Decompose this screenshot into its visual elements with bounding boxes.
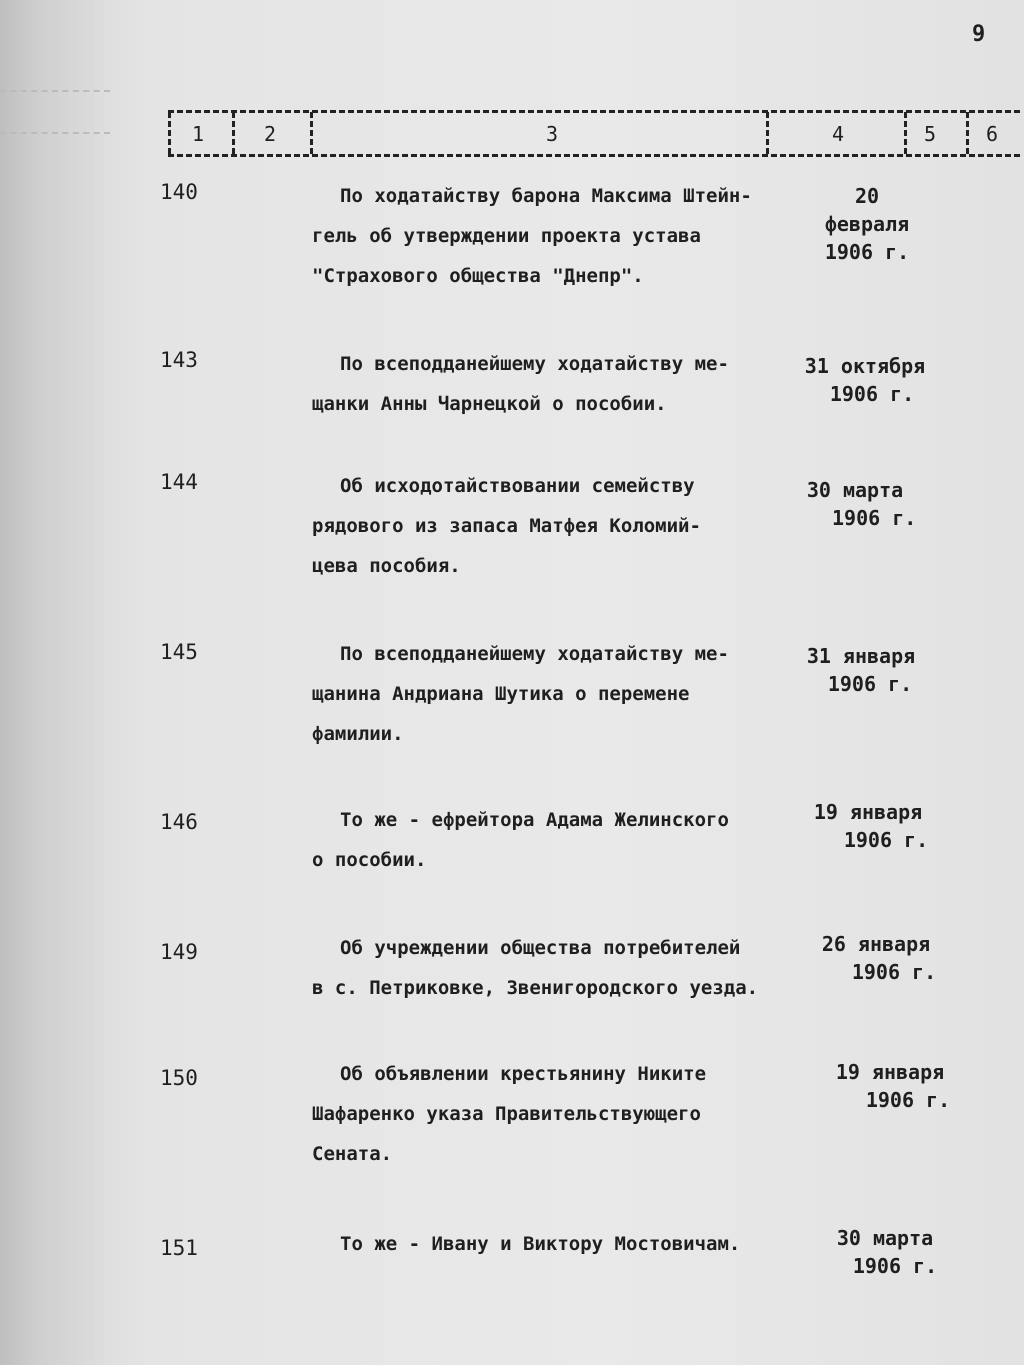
row-description <box>312 800 812 880</box>
row-date-line: 31 января <box>806 644 916 668</box>
row-description-line: По ходатайству барона Максима Штейн- <box>340 185 752 207</box>
header-divider <box>232 112 235 154</box>
row-date-line: 31 октября <box>804 354 926 378</box>
row-description-line: "Страхового общества "Днепр". <box>312 265 644 287</box>
row-description-line: щанина Андриана Шутика о перемене <box>312 683 690 705</box>
row-description-line: фамилии. <box>312 723 404 745</box>
page-edge-shadow <box>0 0 150 1365</box>
row-description-line: о пособии. <box>312 849 427 871</box>
row-date-line: 1906 г. <box>865 1088 951 1112</box>
row-date <box>800 642 922 698</box>
header-col-2: 2 <box>264 122 277 146</box>
row-number: 151 <box>160 1236 198 1260</box>
header-bottom-rule <box>168 154 1020 157</box>
row-description-line: цева пособия. <box>312 555 461 577</box>
row-date-line: 1906 г. <box>851 960 937 984</box>
row-description <box>312 344 812 424</box>
row-number: 146 <box>160 810 198 834</box>
row-description-line: То же - Ивану и Виктору Мостовичам. <box>340 1233 741 1255</box>
header-divider <box>766 112 769 154</box>
header-col-3: 3 <box>546 122 559 146</box>
header-col-4: 4 <box>832 122 845 146</box>
row-date <box>828 1224 942 1280</box>
header-top-rule <box>168 110 1020 113</box>
row-description-line: По всеподданейшему ходатайству ме- <box>340 643 729 665</box>
row-description <box>312 176 812 296</box>
row-description <box>312 1054 812 1174</box>
row-description-line: Шафаренко указа Правительствующего <box>312 1103 701 1125</box>
row-date-line: 30 марта <box>806 478 904 502</box>
row-date <box>828 1058 952 1114</box>
row-date <box>806 798 930 854</box>
row-description-line: рядового из запаса Матфея Коломий- <box>312 515 701 537</box>
header-divider <box>168 112 171 154</box>
header-divider <box>904 112 907 154</box>
row-description-line: По всеподданейшему ходатайству ме- <box>340 353 729 375</box>
page-number: 9 <box>972 22 986 47</box>
row-number: 145 <box>160 640 198 664</box>
row-date <box>812 182 922 266</box>
row-date-line: 1906 г. <box>843 828 929 852</box>
header-divider <box>310 112 313 154</box>
row-date-line: 1906 г. <box>829 382 915 406</box>
row-date-line: 1906 г. <box>824 240 910 264</box>
row-description-line: То же - ефрейтора Адама Желинского <box>340 809 729 831</box>
header-divider <box>966 112 969 154</box>
row-number: 144 <box>160 470 198 494</box>
row-description-line: Сената. <box>312 1143 393 1165</box>
row-date <box>798 352 932 408</box>
header-col-1: 1 <box>192 122 205 146</box>
row-date-line: 30 марта <box>836 1226 934 1250</box>
row-description <box>312 466 812 586</box>
row-number: 140 <box>160 180 198 204</box>
row-date-line: 26 января <box>821 932 931 956</box>
row-date <box>798 476 917 532</box>
row-number: 143 <box>160 348 198 372</box>
row-description-line: гель об утверждении проекта устава <box>312 225 701 247</box>
row-date-line: 1906 г. <box>852 1254 938 1278</box>
row-date <box>814 930 938 986</box>
row-description-line: щанки Анны Чарнецкой о пособии. <box>312 393 667 415</box>
row-description <box>312 634 812 754</box>
faint-bleed-through-ruling <box>0 90 110 134</box>
row-number: 150 <box>160 1066 198 1090</box>
row-description-line: Об учреждении общества потребителей <box>340 937 741 959</box>
row-date-line: 19 января <box>813 800 923 824</box>
row-date-line: 1906 г. <box>832 506 917 530</box>
row-date-line: 20 <box>854 184 880 208</box>
row-date-line: 19 января <box>835 1060 945 1084</box>
row-description-line: Об исходотайствовании семейству <box>340 475 695 497</box>
row-number: 149 <box>160 940 198 964</box>
row-description <box>312 928 812 1008</box>
row-description-line: в с. Петриковке, Звенигородского уезда. <box>312 977 759 999</box>
row-description <box>312 1224 812 1264</box>
row-date-line: 1906 г. <box>827 672 913 696</box>
row-description-line: Об объявлении крестьянину Никите <box>340 1063 707 1085</box>
header-col-5: 5 <box>924 122 937 146</box>
header-col-6: 6 <box>986 122 999 146</box>
row-date-line: февраля <box>824 212 910 236</box>
